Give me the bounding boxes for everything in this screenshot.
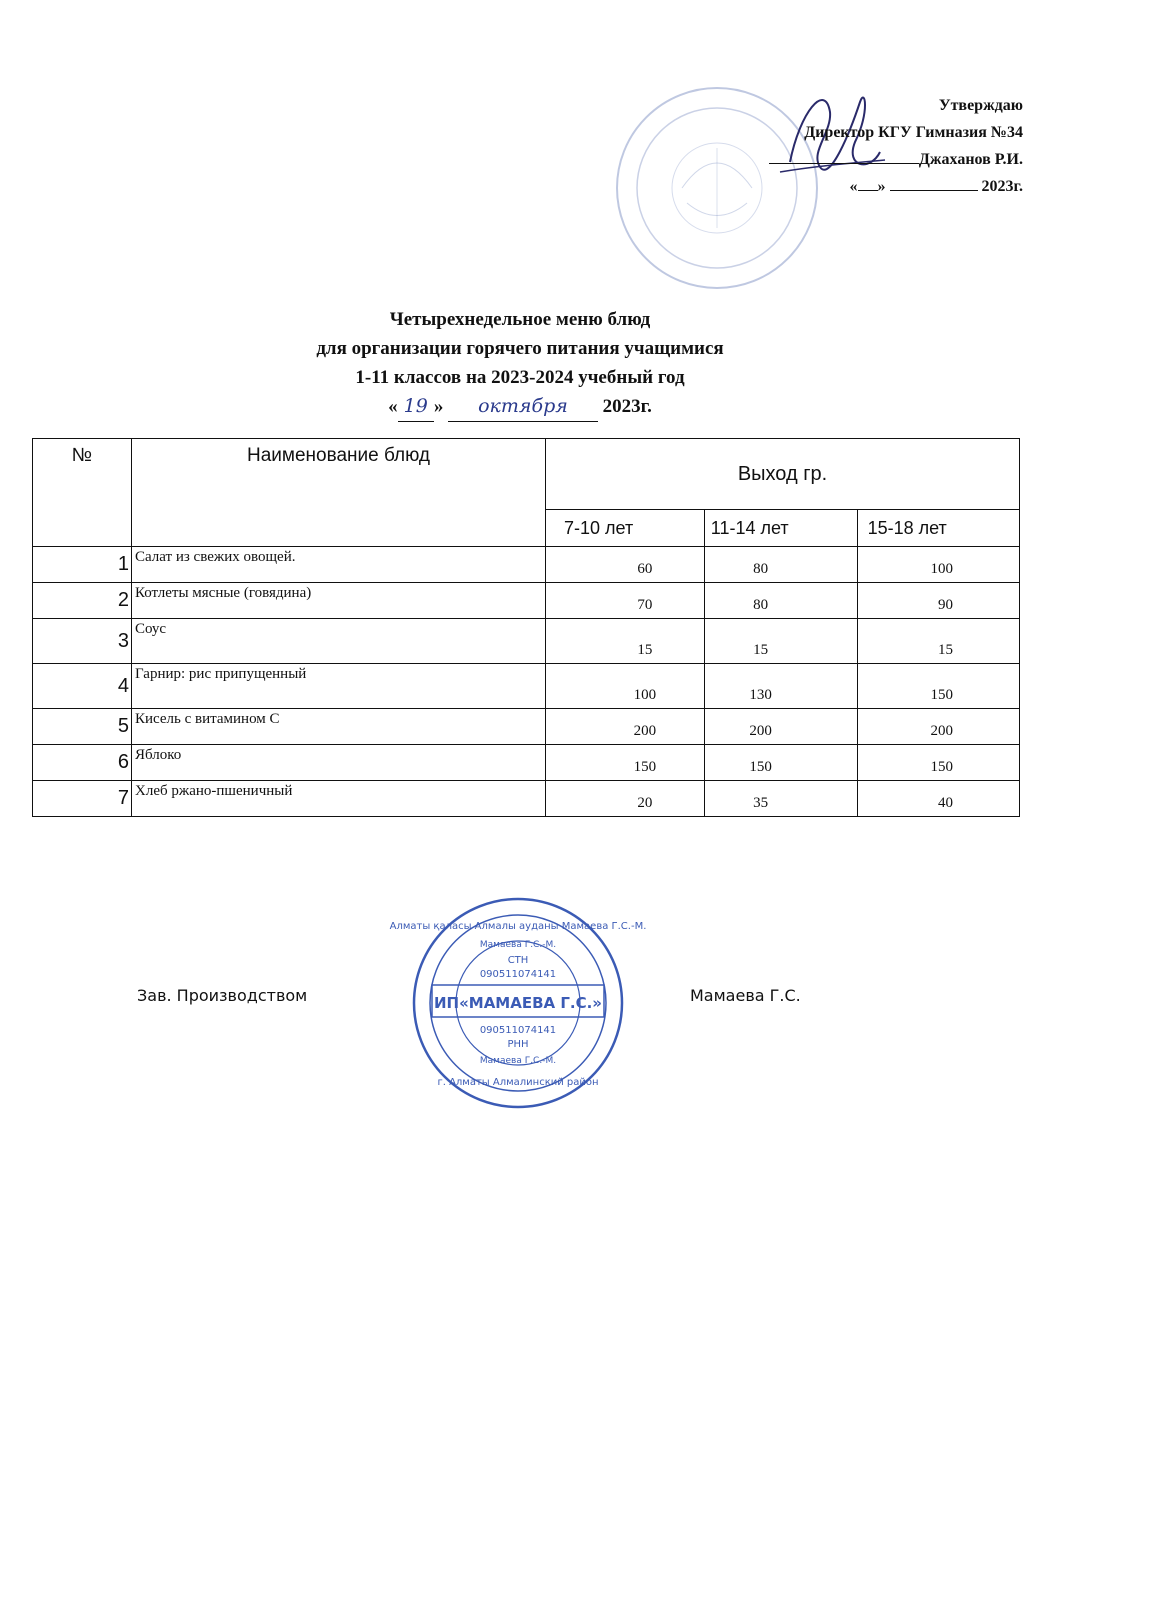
dish-name: Салат из свежих овощей. — [132, 547, 546, 583]
day-blank — [858, 176, 878, 191]
value-11-14: 15 — [704, 619, 857, 664]
header-number: № — [33, 439, 132, 547]
row-number: 1 — [33, 547, 132, 583]
table-row — [33, 547, 1020, 583]
approval-block — [769, 92, 1023, 200]
approval-date-line — [769, 173, 1023, 200]
row-number: 7 — [33, 781, 132, 817]
title-date-open: « — [388, 396, 398, 417]
value-15-18: 100 — [857, 547, 1019, 583]
stamp-stn-label: СТН — [507, 955, 529, 966]
stamp-inner-top: Мамаева Г.С.-М. — [479, 940, 557, 950]
stamp-main-text: ИП«МАМАЕВА Г.С.» — [433, 994, 603, 1012]
value-15-18: 150 — [857, 745, 1019, 781]
table-row — [33, 745, 1020, 781]
value-11-14: 130 — [704, 664, 857, 709]
value-15-18: 150 — [857, 664, 1019, 709]
date-close-quote: » — [877, 178, 886, 195]
value-11-14: 80 — [704, 547, 857, 583]
title-date-month: октября — [448, 392, 598, 422]
director-name: Джаханов Р.И. — [918, 151, 1023, 168]
title-date-year: 2023г. — [602, 396, 652, 417]
stamp-inner-bottom: Мамаева Г.С.-М. — [479, 1056, 557, 1066]
value-11-14: 80 — [704, 583, 857, 619]
table-row — [33, 664, 1020, 709]
table-row — [33, 781, 1020, 817]
value-7-10: 15 — [546, 619, 705, 664]
stamp-rnn-label: РНН — [507, 1039, 529, 1050]
header-output: Выход гр. — [546, 439, 1020, 510]
production-manager-name: Мамаева Г.С. — [690, 986, 801, 1005]
approval-heading: Утверждаю — [938, 97, 1023, 114]
value-15-18: 90 — [857, 583, 1019, 619]
production-manager-label: Зав. Производством — [137, 986, 308, 1005]
row-number: 4 — [33, 664, 132, 709]
dish-name: Гарнир: рис припущенный — [132, 664, 546, 709]
value-7-10: 200 — [546, 709, 705, 745]
header-dish-name: Наименование блюд — [132, 439, 546, 547]
approval-position: Директор КГУ Гимназия №34 — [804, 124, 1023, 141]
title-line-3: 1-11 классов на 2023-2024 учебный год — [355, 367, 685, 388]
table-row — [33, 583, 1020, 619]
menu-table — [32, 438, 1020, 817]
title-date-day: 19 — [398, 392, 434, 422]
row-number: 6 — [33, 745, 132, 781]
dish-name: Яблоко — [132, 745, 546, 781]
table-row — [33, 619, 1020, 664]
header-age-11-14: 11-14 лет — [704, 510, 857, 547]
value-15-18: 200 — [857, 709, 1019, 745]
value-15-18: 40 — [857, 781, 1019, 817]
title-line-2: для организации горячего питания учащимися — [316, 338, 724, 359]
value-15-18: 15 — [857, 619, 1019, 664]
dish-name: Кисель с витамином С — [132, 709, 546, 745]
stamp-outer-text: Алматы қаласы Алмалы ауданы Мамаева Г.С.-М. — [389, 921, 647, 932]
value-11-14: 200 — [704, 709, 857, 745]
row-number: 2 — [33, 583, 132, 619]
value-7-10: 70 — [546, 583, 705, 619]
table-row — [33, 709, 1020, 745]
stamp-rnn-number: 090511074141 — [479, 1025, 557, 1036]
value-7-10: 100 — [546, 664, 705, 709]
dish-name: Соус — [132, 619, 546, 664]
value-11-14: 150 — [704, 745, 857, 781]
value-7-10: 150 — [546, 745, 705, 781]
header-age-15-18: 15-18 лет — [857, 510, 1019, 547]
title-date-line — [0, 392, 1040, 422]
month-blank — [890, 176, 978, 191]
date-open-quote: « — [849, 178, 858, 195]
title-line-1: Четырехнедельное меню блюд — [389, 309, 651, 330]
approval-year: 2023г. — [981, 178, 1023, 195]
row-number: 5 — [33, 709, 132, 745]
stamp-outer-bottom: г. Алматы Алмалинский район — [437, 1077, 599, 1088]
value-7-10: 60 — [546, 547, 705, 583]
value-11-14: 35 — [704, 781, 857, 817]
title-date-close: » — [433, 396, 444, 417]
header-age-7-10: 7-10 лет — [546, 510, 705, 547]
value-7-10: 20 — [546, 781, 705, 817]
approval-signature-line — [769, 146, 1023, 173]
signature-blank — [769, 149, 919, 164]
dish-name: Котлеты мясные (говядина) — [132, 583, 546, 619]
document-title — [0, 305, 1040, 422]
dish-name: Хлеб ржано-пшеничный — [132, 781, 546, 817]
ip-round-stamp — [389, 895, 647, 1111]
row-number: 3 — [33, 619, 132, 664]
stamp-stn-number: 090511074141 — [479, 969, 557, 980]
